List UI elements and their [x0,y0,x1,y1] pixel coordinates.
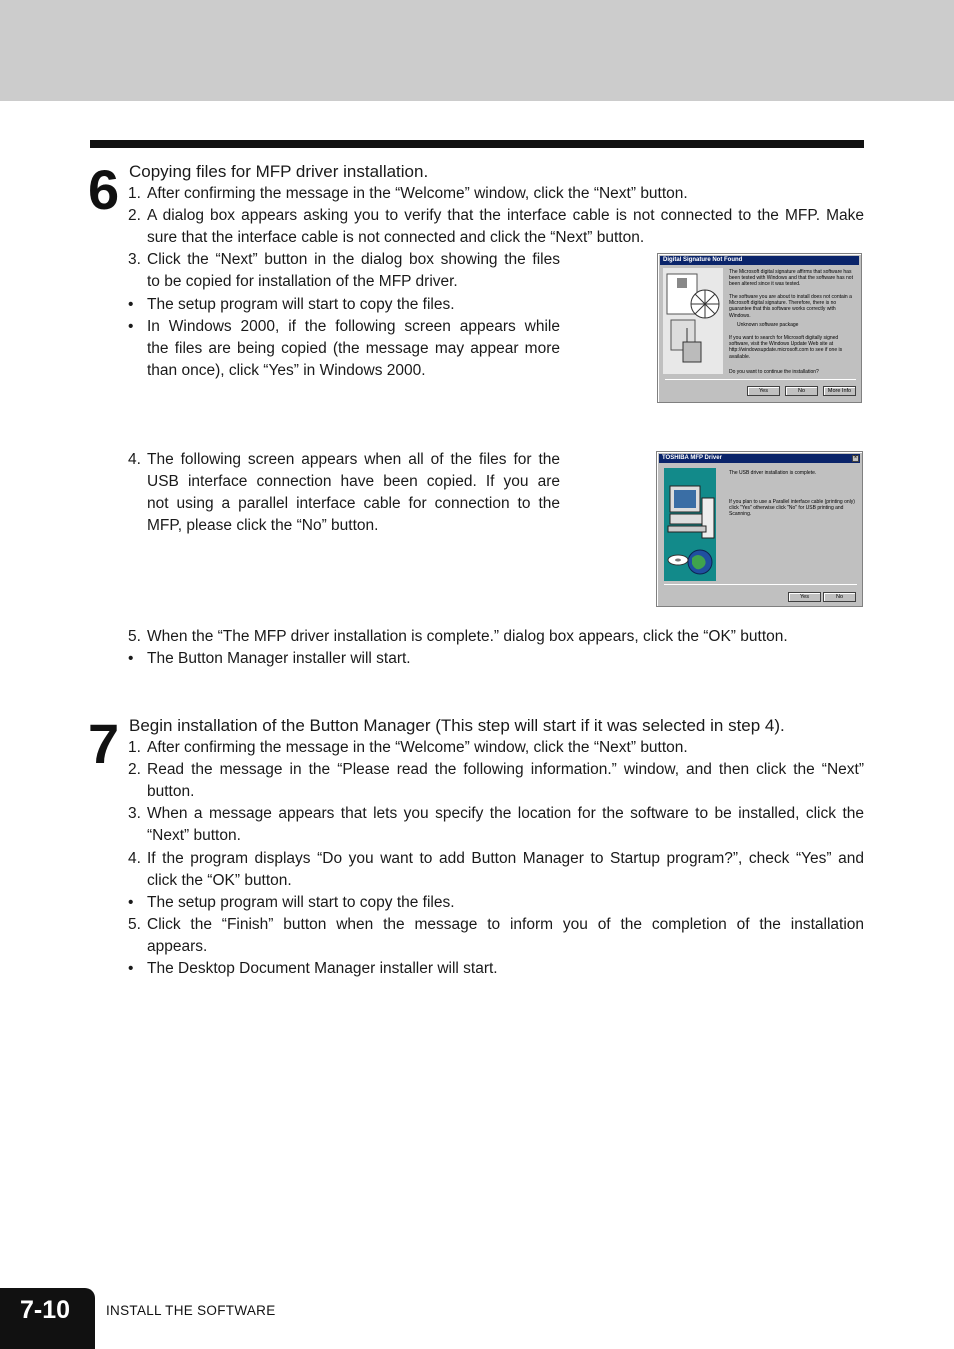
step-6-heading: Copying files for MFP driver installation. [129,162,429,181]
step-7-item-4-line-2: click the “OK” button. [147,872,292,889]
step-7-bullet-1-text: The setup program will start to copy the files. [147,894,455,911]
mfp-driver-dialog-image [656,451,863,607]
computer-globe-illustration-icon [664,468,716,581]
illustration-panel [663,268,723,374]
mfp-complete-text: The USB driver installation is complete. [729,470,817,476]
dialog-title: TOSHIBA MFP Driver [659,454,860,463]
step-6-marker-4: 4. [128,451,141,468]
step-6-marker-5: 5. [128,628,141,645]
step-7-item-1: After confirming the message in the “Welcome” window, click the “Next” button. [147,739,688,756]
step-6-bullet-2-line-2: the files are being copied (the message may appear more [147,340,560,357]
more-info-button[interactable]: More Info [823,386,856,396]
dialog-title: Digital Signature Not Found [660,256,859,265]
step-6-bullet-2: • [128,318,134,335]
step-6-item-3-line-1: Click the “Next” button in the dialog box showing the files [147,251,560,268]
signature-package: Unknown software package [737,322,799,328]
signature-para-2: The software you are about to install does not contain a Microsoft digital signature. Therefore, there is no guarantee that this software works correctly with Windows. [729,294,852,319]
step-6-bullet-3-text: The Button Manager installer will start. [147,650,411,667]
step-7-marker-3: 3. [128,805,141,822]
signature-para-1: The Microsoft digital signature affirms that software has been tested with Windows and that the software has not been altered since it was tested. [729,269,853,288]
step-7-item-4-line-1: If the program displays “Do you want to add Button Manager to Startup program?”, check “Yes” and [147,850,864,867]
step-7-marker-1: 1. [128,739,141,756]
step-6-bullet-2-line-3: than once), click “Yes” in Windows 2000. [147,362,426,379]
step-7-marker-5: 5. [128,916,141,933]
dialog-separator [664,584,857,585]
certificate-illustration-icon [663,268,723,374]
signature-question: Do you want to continue the installation? [729,369,819,375]
step-7-item-2-line-2: button. [147,783,195,800]
no-button[interactable]: No [823,592,856,602]
page-number: 7-10 [20,1296,71,1324]
step-7-marker-2: 2. [128,761,141,778]
illustration-panel [664,468,716,581]
yes-button[interactable]: Yes [788,592,821,602]
step-6-item-1: After confirming the message in the “Welcome” window, click the “Next” button. [147,185,688,202]
step-6-item-2-line-1: A dialog box appears asking you to verify that the interface cable is not connected to the MFP. Make [147,207,864,224]
signature-para-3: If you want to search for Microsoft digitally signed software, visit the Windows Update Web site at http://windowsupdate.microsoft.com to see if one is available. [729,335,843,360]
step-6-item-3-line-2: to be copied for installation of the MFP driver. [147,273,458,290]
step-6-marker-2: 2. [128,207,141,224]
header-band [0,0,954,101]
step-7-bullet-2: • [128,960,134,977]
step-6-item-4-line-3: not using a parallel interface cable for connection to the [147,495,560,512]
step-6-bullet-2-line-1: In Windows 2000, if the following screen appears while [147,318,560,335]
step-6-bullet-1-text: The setup program will start to copy the files. [147,296,455,313]
step-6-item-4-line-2: USB interface connection have been copied. If you are [147,473,560,490]
section-label: INSTALL THE SOFTWARE [106,1303,276,1318]
step-7-item-3-line-1: When a message appears that lets you specify the location for the software to be installed, click the [147,805,864,822]
step-7-bullet-1: • [128,894,134,911]
yes-button[interactable]: Yes [747,386,780,396]
step-7-heading: Begin installation of the Button Manager (This step will start if it was selected in step 4). [129,716,785,735]
step-7-item-2-line-1: Read the message in the “Please read the following information.” window, and then click the “Next” [147,761,864,778]
step-7-number: 7 [88,712,118,775]
step-7-marker-4: 4. [128,850,141,867]
step-7-item-5-line-2: appears. [147,938,208,955]
step-6-item-2-line-2: sure that the interface cable is not connected and click the “Next” button. [147,229,645,246]
digital-signature-dialog-image [657,253,862,403]
step-6-item-5: When the “The MFP driver installation is complete.” dialog box appears, click the “OK” button. [147,628,788,645]
step-7-item-3-line-2: “Next” button. [147,827,241,844]
mfp-parallel-text: If you plan to use a Parallel interface cable (printing only) click "Yes" otherwise click "No" for USB printing and Scanning. [729,499,855,518]
step-7-bullet-2-text: The Desktop Document Manager installer will start. [147,960,498,977]
step-6-item-4-line-1: The following screen appears when all of the files for the [147,451,560,468]
step-6-bullet-1: • [128,296,134,313]
dialog-separator [665,379,856,380]
step-6-marker-1: 1. [128,185,141,202]
section-rule [90,140,864,148]
step-6-number: 6 [88,158,118,221]
step-7-item-5-line-1: Click the “Finish” button when the message to inform you of the completion of the installation [147,916,864,933]
step-6-bullet-3: • [128,650,134,667]
step-6-marker-3: 3. [128,251,141,268]
no-button[interactable]: No [785,386,818,396]
close-icon[interactable]: × [853,455,858,461]
step-6-item-4-line-4: MFP, please click the “No” button. [147,517,379,534]
